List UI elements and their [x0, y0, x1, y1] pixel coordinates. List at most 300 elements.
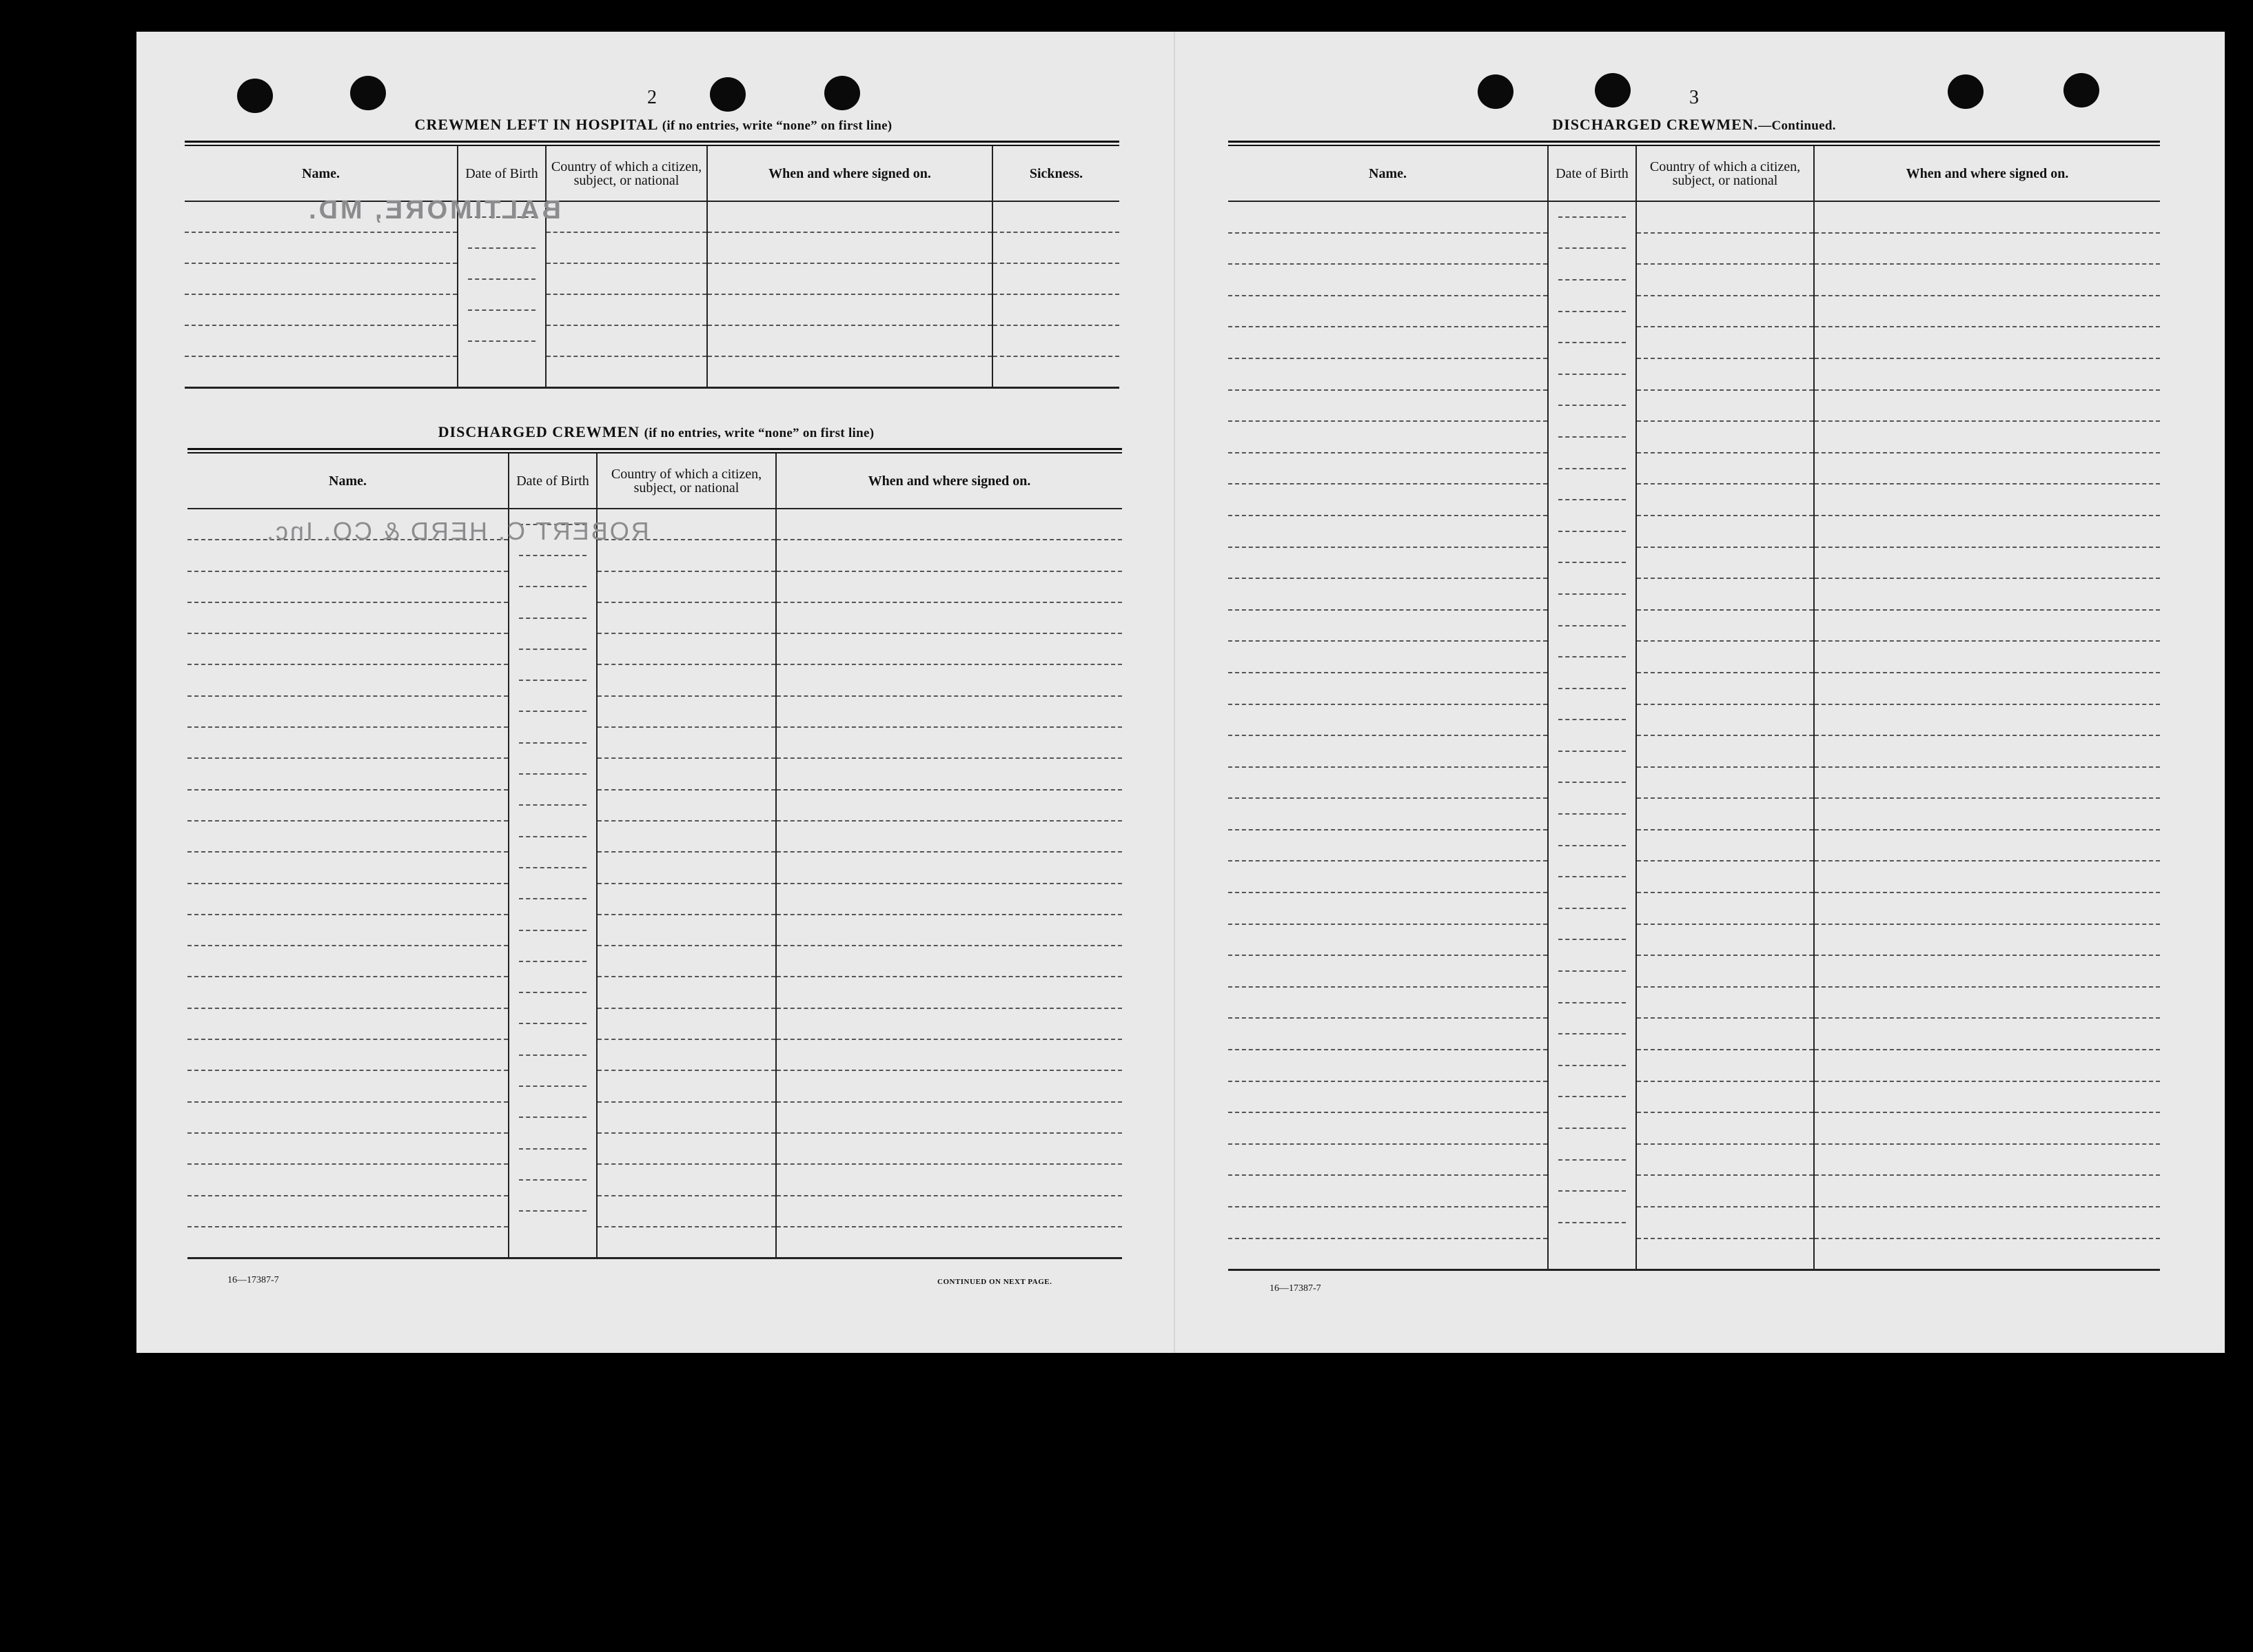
table-row: [1228, 1081, 2160, 1113]
blank-entry-cell: [1814, 358, 2160, 390]
blank-entry-cell: [187, 1070, 509, 1101]
blank-entry-cell: [546, 232, 707, 263]
blank-entry-cell: [1636, 421, 1814, 453]
blank-entry-cell: [185, 232, 458, 263]
blank-entry-cell: [1814, 484, 2160, 516]
right-header-rule: [1228, 141, 2160, 143]
blank-entry-cell: [1228, 1018, 1548, 1050]
blank-entry-cell: [187, 790, 509, 821]
blank-entry-cell: [1228, 798, 1548, 830]
blank-entry-cell: [597, 571, 776, 602]
blank-entry-cell: [1814, 893, 2160, 924]
blank-entry-cell: [1228, 610, 1548, 642]
page-number-right: 3: [1689, 87, 1699, 108]
table-row: [1228, 201, 2160, 233]
blank-entry-cell: [1814, 1018, 2160, 1050]
blank-entry-cell: [1636, 264, 1814, 296]
blank-entry-cell: [1636, 547, 1814, 579]
table-row: [1228, 1175, 2160, 1207]
blank-entry-cell: [509, 1039, 597, 1070]
blank-entry-cell: [1814, 767, 2160, 799]
table-row: [185, 294, 1119, 325]
blank-entry-cell: [776, 633, 1122, 664]
right-suffix: —Continued.: [1758, 119, 1836, 133]
blank-entry-cell: [1548, 830, 1636, 861]
blank-entry-cell: [187, 758, 509, 789]
blank-entry-cell: [1814, 704, 2160, 736]
blank-entry-cell: [1228, 1175, 1548, 1207]
punch-hole: [824, 76, 860, 110]
short-rule: [519, 804, 587, 806]
hospital-title: CREWMEN LEFT IN HOSPITAL: [414, 116, 658, 133]
right-col-name: Name.: [1228, 146, 1548, 201]
short-rule: [1558, 311, 1626, 312]
table-row: [187, 1070, 1122, 1101]
blank-entry-cell: [1636, 610, 1814, 642]
blank-entry-cell: [776, 821, 1122, 852]
table-row: [187, 1164, 1122, 1195]
blank-entry-cell: [187, 1133, 509, 1164]
short-rule: [1558, 436, 1626, 438]
blank-entry-cell: [1814, 390, 2160, 422]
blank-entry-cell: [992, 201, 1119, 232]
short-rule: [1558, 1033, 1626, 1034]
blank-entry-cell: [1636, 893, 1814, 924]
blank-entry-cell: [1814, 955, 2160, 987]
blank-entry-cell: [187, 1196, 509, 1227]
table-row: [1228, 610, 2160, 642]
blank-entry-cell: [546, 294, 707, 325]
short-rule: [519, 649, 587, 650]
blank-entry-cell: [1636, 1144, 1814, 1176]
table-row: [185, 232, 1119, 263]
blank-entry-cell: [1636, 1112, 1814, 1144]
short-rule: [1558, 845, 1626, 846]
blank-entry-cell: [1814, 453, 2160, 485]
discharged-table: [187, 453, 1122, 1259]
table-row: [1228, 578, 2160, 610]
robert-stamp: [265, 517, 649, 546]
table-row: [187, 884, 1122, 915]
short-rule: [1558, 405, 1626, 406]
table-row: [1228, 453, 2160, 485]
table-row: [1228, 673, 2160, 704]
right-col-country: Country of which a citizen, subject, or national: [1636, 146, 1814, 201]
table-row: [185, 263, 1119, 294]
blank-entry-cell: [1548, 610, 1636, 642]
table-row: [1228, 830, 2160, 861]
blank-entry-cell: [776, 1102, 1122, 1133]
short-rule: [519, 555, 587, 556]
short-rule: [1558, 1096, 1626, 1097]
blank-entry-cell: [546, 263, 707, 294]
blank-entry-cell: [187, 633, 509, 664]
hospital-col-dob: Date of Birth: [458, 146, 546, 201]
blank-entry-cell: [992, 263, 1119, 294]
table-row: [1228, 1238, 2160, 1270]
blank-entry-cell: [597, 977, 776, 1008]
blank-entry-cell: [1814, 1175, 2160, 1207]
blank-entry-cell: [1814, 1050, 2160, 1081]
blank-entry-cell: [1636, 861, 1814, 893]
short-rule: [1558, 499, 1626, 500]
blank-entry-cell: [1814, 516, 2160, 547]
blank-entry-cell: [1228, 955, 1548, 987]
discharged-col-name: Name.: [187, 453, 509, 509]
blank-entry-cell: [1548, 704, 1636, 736]
short-rule: [468, 247, 536, 249]
blank-entry-cell: [1228, 924, 1548, 956]
punch-hole: [710, 77, 746, 112]
blank-entry-cell: [1548, 578, 1636, 610]
blank-entry-cell: [776, 790, 1122, 821]
blank-entry-cell: [776, 1227, 1122, 1258]
table-row: [1228, 421, 2160, 453]
blank-entry-cell: [509, 571, 597, 602]
blank-entry-cell: [776, 884, 1122, 915]
blank-entry-cell: [509, 1133, 597, 1164]
blank-entry-cell: [1548, 987, 1636, 1019]
blank-entry-cell: [187, 602, 509, 633]
blank-entry-cell: [509, 1070, 597, 1101]
blank-entry-cell: [187, 664, 509, 695]
blank-entry-cell: [1228, 327, 1548, 358]
blank-entry-cell: [1228, 861, 1548, 893]
short-rule: [1558, 468, 1626, 469]
short-rule: [1558, 562, 1626, 563]
blank-entry-cell: [776, 1008, 1122, 1039]
blank-entry-cell: [1548, 1018, 1636, 1050]
blank-entry-cell: [509, 1196, 597, 1227]
blank-entry-cell: [185, 356, 458, 387]
short-rule: [1558, 1190, 1626, 1192]
table-row: [187, 602, 1122, 633]
discharged-title: DISCHARGED CREWMEN: [438, 423, 640, 440]
blank-entry-cell: [1814, 264, 2160, 296]
table-row: [1228, 767, 2160, 799]
table-row: [1228, 1050, 2160, 1081]
blank-entry-cell: [1636, 358, 1814, 390]
short-rule: [519, 680, 587, 681]
table-row: [1228, 641, 2160, 673]
punch-hole: [1478, 74, 1513, 109]
table-row: [187, 664, 1122, 695]
blank-entry-cell: [597, 664, 776, 695]
table-row: [1228, 1112, 2160, 1144]
blank-entry-cell: [707, 263, 992, 294]
blank-entry-cell: [1636, 1238, 1814, 1270]
blank-entry-cell: [1228, 358, 1548, 390]
blank-entry-cell: [776, 540, 1122, 571]
blank-entry-cell: [776, 946, 1122, 977]
table-row: [187, 946, 1122, 977]
table-row: [1228, 233, 2160, 265]
hospital-header-rule: [185, 141, 1119, 143]
blank-entry-cell: [187, 1164, 509, 1195]
blank-entry-cell: [1814, 547, 2160, 579]
blank-entry-cell: [1636, 673, 1814, 704]
blank-entry-cell: [992, 356, 1119, 387]
table-row: [1228, 1207, 2160, 1238]
blank-entry-cell: [1814, 421, 2160, 453]
blank-entry-cell: [187, 1227, 509, 1258]
blank-entry-cell: [1228, 453, 1548, 485]
blank-entry-cell: [509, 946, 597, 977]
blank-entry-cell: [707, 201, 992, 232]
short-rule: [1558, 1222, 1626, 1223]
short-rule: [1558, 625, 1626, 626]
blank-entry-cell: [185, 263, 458, 294]
blank-entry-cell: [1548, 1144, 1636, 1176]
table-row: [1228, 296, 2160, 327]
blank-entry-cell: [458, 263, 546, 294]
blank-entry-cell: [1228, 233, 1548, 265]
blank-entry-cell: [1814, 1238, 2160, 1270]
blank-entry-cell: [1548, 264, 1636, 296]
short-rule: [519, 773, 587, 775]
blank-entry-cell: [509, 1164, 597, 1195]
short-rule: [1558, 342, 1626, 343]
short-rule: [519, 1148, 587, 1150]
hospital-col-country: Country of which a citizen, subject, or national: [546, 146, 707, 201]
blank-entry-cell: [1548, 484, 1636, 516]
blank-entry-cell: [1548, 861, 1636, 893]
blank-entry-cell: [187, 571, 509, 602]
baltimore-stamp: [306, 196, 561, 225]
short-rule: [519, 930, 587, 931]
blank-entry-cell: [1814, 578, 2160, 610]
blank-entry-cell: [1548, 955, 1636, 987]
blank-entry-cell: [597, 821, 776, 852]
short-rule: [1558, 782, 1626, 783]
blank-entry-cell: [1228, 987, 1548, 1019]
table-row: [187, 727, 1122, 758]
blank-entry-cell: [1814, 296, 2160, 327]
short-rule: [1558, 531, 1626, 532]
punch-hole: [350, 76, 386, 110]
blank-entry-cell: [1548, 358, 1636, 390]
blank-entry-cell: [1548, 453, 1636, 485]
blank-entry-cell: [509, 852, 597, 883]
blank-entry-cell: [458, 356, 546, 387]
discharged-header-rule: [187, 448, 1122, 450]
blank-entry-cell: [546, 356, 707, 387]
blank-entry-cell: [1636, 201, 1814, 233]
blank-entry-cell: [187, 1008, 509, 1039]
blank-entry-cell: [1228, 641, 1548, 673]
blank-entry-cell: [1814, 1081, 2160, 1113]
blank-entry-cell: [458, 232, 546, 263]
blank-entry-cell: [1814, 735, 2160, 767]
blank-entry-cell: [597, 790, 776, 821]
blank-entry-cell: [1228, 201, 1548, 233]
blank-entry-cell: [597, 727, 776, 758]
short-rule: [1558, 1065, 1626, 1066]
table-row: [1228, 358, 2160, 390]
short-rule: [519, 867, 587, 868]
blank-entry-cell: [1636, 296, 1814, 327]
blank-entry-cell: [597, 1102, 776, 1133]
blank-entry-cell: [509, 1008, 597, 1039]
short-rule: [1558, 1159, 1626, 1161]
table-row: [1228, 1144, 2160, 1176]
blank-entry-cell: [1548, 1238, 1636, 1270]
short-rule: [1558, 279, 1626, 281]
blank-entry-cell: [992, 325, 1119, 356]
blank-entry-cell: [546, 325, 707, 356]
blank-entry-cell: [1814, 1207, 2160, 1238]
short-rule: [519, 586, 587, 587]
blank-entry-cell: [185, 294, 458, 325]
blank-entry-cell: [992, 294, 1119, 325]
blank-entry-cell: [707, 294, 992, 325]
short-rule: [519, 961, 587, 962]
table-row: [1228, 955, 2160, 987]
short-rule: [468, 309, 536, 311]
blank-entry-cell: [1814, 830, 2160, 861]
blank-entry-cell: [509, 696, 597, 727]
blank-entry-cell: [597, 758, 776, 789]
blank-entry-cell: [1548, 516, 1636, 547]
blank-entry-cell: [1636, 1175, 1814, 1207]
blank-entry-cell: [1636, 735, 1814, 767]
short-rule: [1558, 908, 1626, 909]
short-rule: [1558, 719, 1626, 720]
table-row: [187, 758, 1122, 789]
blank-entry-cell: [597, 1070, 776, 1101]
short-rule: [1558, 876, 1626, 877]
hospital-table: [185, 146, 1119, 389]
short-rule: [1558, 593, 1626, 595]
blank-entry-cell: [187, 696, 509, 727]
hospital-col-sickness: Sickness.: [992, 146, 1119, 201]
blank-entry-cell: [509, 790, 597, 821]
blank-entry-cell: [1636, 578, 1814, 610]
blank-entry-cell: [1636, 516, 1814, 547]
blank-entry-cell: [1814, 233, 2160, 265]
blank-entry-cell: [187, 977, 509, 1008]
blank-entry-cell: [1228, 735, 1548, 767]
table-row: [187, 571, 1122, 602]
short-rule: [1558, 939, 1626, 940]
blank-entry-cell: [1814, 987, 2160, 1019]
blank-entry-cell: [597, 1164, 776, 1195]
blank-entry-cell: [1228, 484, 1548, 516]
blank-entry-cell: [1636, 955, 1814, 987]
table-row: [187, 1008, 1122, 1039]
blank-entry-cell: [509, 915, 597, 946]
blank-entry-cell: [1548, 1112, 1636, 1144]
blank-entry-cell: [776, 1196, 1122, 1227]
table-row: [1228, 327, 2160, 358]
blank-entry-cell: [1548, 547, 1636, 579]
blank-entry-cell: [1636, 390, 1814, 422]
blank-entry-cell: [546, 201, 707, 232]
short-rule: [519, 1179, 587, 1181]
blank-entry-cell: [1228, 673, 1548, 704]
blank-entry-cell: [597, 1196, 776, 1227]
blank-entry-cell: [1636, 233, 1814, 265]
short-rule: [519, 742, 587, 744]
blank-entry-cell: [597, 915, 776, 946]
blank-entry-cell: [1814, 1144, 2160, 1176]
baltimore-stamp-text: BALTIMORE, MD.: [306, 196, 561, 225]
table-row: [187, 633, 1122, 664]
blank-entry-cell: [509, 884, 597, 915]
blank-entry-cell: [776, 1133, 1122, 1164]
blank-entry-cell: [597, 602, 776, 633]
blank-entry-cell: [1814, 641, 2160, 673]
right-section-title: [1552, 116, 1836, 134]
blank-entry-cell: [1228, 704, 1548, 736]
blank-entry-cell: [597, 633, 776, 664]
table-row: [187, 977, 1122, 1008]
table-row: [1228, 704, 2160, 736]
blank-entry-cell: [1636, 767, 1814, 799]
hospital-instruction: (if no entries, write “none” on first line): [662, 119, 893, 133]
short-rule: [468, 278, 536, 280]
blank-entry-cell: [1548, 201, 1636, 233]
blank-entry-cell: [1548, 327, 1636, 358]
table-row: [1228, 390, 2160, 422]
blank-entry-cell: [1636, 1207, 1814, 1238]
table-row: [1228, 893, 2160, 924]
blank-entry-cell: [1228, 578, 1548, 610]
blank-entry-cell: [185, 325, 458, 356]
blank-entry-cell: [458, 325, 546, 356]
punch-hole: [1595, 73, 1631, 108]
blank-entry-cell: [1228, 1207, 1548, 1238]
blank-entry-cell: [1636, 1050, 1814, 1081]
short-rule: [468, 340, 536, 342]
blank-entry-cell: [187, 1102, 509, 1133]
blank-entry-cell: [1228, 1050, 1548, 1081]
discharged-col-signed-on: When and where signed on.: [776, 453, 1122, 509]
table-row: [1228, 1018, 2160, 1050]
blank-entry-cell: [597, 946, 776, 977]
short-rule: [1558, 970, 1626, 972]
blank-entry-cell: [1814, 861, 2160, 893]
blank-entry-cell: [1814, 327, 2160, 358]
robert-stamp-text: ROBERT C. HERD & CO. Inc.: [265, 517, 649, 545]
table-row: [185, 356, 1119, 387]
hospital-section-title: [415, 116, 893, 134]
blank-entry-cell: [776, 915, 1122, 946]
table-row: [187, 1196, 1122, 1227]
table-row: [1228, 735, 2160, 767]
short-rule: [1558, 374, 1626, 375]
short-rule: [1558, 247, 1626, 249]
blank-entry-cell: [1228, 421, 1548, 453]
blank-entry-cell: [776, 696, 1122, 727]
blank-entry-cell: [1228, 547, 1548, 579]
blank-entry-cell: [1548, 296, 1636, 327]
blank-entry-cell: [509, 758, 597, 789]
blank-entry-cell: [1228, 830, 1548, 861]
blank-entry-cell: [509, 1102, 597, 1133]
blank-entry-cell: [509, 727, 597, 758]
table-row: [1228, 264, 2160, 296]
blank-entry-cell: [509, 1227, 597, 1258]
blank-entry-cell: [597, 1039, 776, 1070]
blank-entry-cell: [776, 664, 1122, 695]
short-rule: [1558, 813, 1626, 815]
table-row: [185, 325, 1119, 356]
short-rule: [519, 1054, 587, 1056]
blank-entry-cell: [509, 633, 597, 664]
blank-entry-cell: [1228, 1144, 1548, 1176]
table-row: [1228, 516, 2160, 547]
